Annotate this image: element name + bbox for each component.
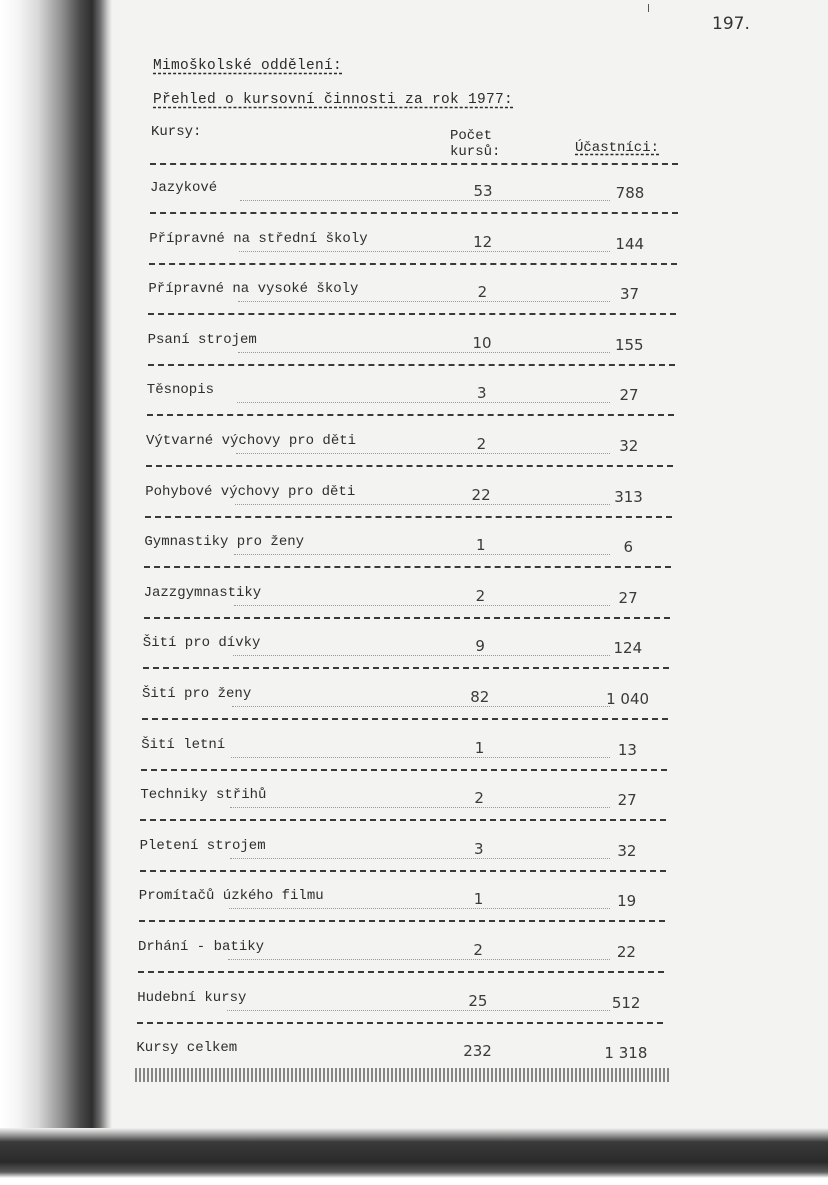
course-name: Těsnopis [146, 382, 215, 399]
course-count: 53 [473, 182, 493, 200]
dashed-row-separator [139, 920, 665, 922]
course-name: Gymnastiky pro ženy [144, 534, 305, 551]
dashed-row-separator [144, 617, 671, 619]
participant-count: 512 [611, 993, 641, 1012]
scan-bottom-edge [0, 1128, 828, 1185]
participant-count: 1 040 [606, 690, 650, 708]
course-name: Kursy celkem [136, 1040, 238, 1057]
dashed-row-separator [140, 819, 666, 821]
course-name: Jazzgymnastiky [143, 584, 262, 601]
course-count: 3 [476, 384, 487, 403]
dashed-row-separator [138, 971, 664, 973]
course-name: Šití letní [141, 736, 226, 753]
course-name: Šití pro dívky [142, 635, 261, 652]
scan-mark [648, 4, 649, 12]
participant-count: 313 [614, 487, 643, 506]
course-name: Pletení strojem [139, 837, 266, 854]
participant-count: 788 [615, 184, 645, 202]
course-count: 232 [463, 1042, 492, 1061]
participant-count: 22 [616, 943, 636, 961]
participant-count: 27 [619, 386, 639, 405]
leader-dots [239, 251, 610, 252]
dashed-row-separator [147, 414, 674, 416]
participant-count: 19 [617, 892, 637, 911]
dashed-row-separator [144, 566, 671, 568]
participant-count: 27 [617, 791, 637, 810]
course-name: Pohybové výchovy pro děti [145, 483, 356, 500]
course-count: 9 [475, 637, 485, 656]
bottom-typed-line [135, 1068, 670, 1082]
leader-dots [230, 858, 610, 859]
book-spine-shadow [0, 0, 112, 1185]
leader-dots [231, 757, 610, 758]
course-count: 2 [474, 789, 484, 808]
dashed-row-separator [141, 769, 667, 771]
course-count: 12 [473, 232, 493, 251]
leader-dots [238, 352, 610, 353]
course-name: Hudební kursy [137, 989, 247, 1006]
course-name: Drhání - batiky [138, 939, 265, 955]
dashed-row-separator [140, 870, 666, 872]
participant-count: 155 [614, 335, 644, 354]
course-name: Jazykové [150, 180, 218, 196]
participant-count: 37 [619, 285, 640, 304]
dashed-row-separator [143, 667, 670, 669]
leader-dots [232, 706, 610, 707]
leader-dots [230, 807, 610, 808]
course-name: Techniky střihů [140, 787, 267, 804]
dashed-row-separator [145, 516, 672, 518]
leader-dots [234, 605, 610, 606]
column-header-participants: Účastníci: [575, 140, 660, 156]
course-name: Přípravné na vysoké školy [148, 281, 359, 298]
dashed-row-separator [137, 1022, 662, 1024]
column-header-count: Počet kursů: [450, 128, 501, 160]
leader-dots [227, 1010, 610, 1011]
leader-dots [235, 504, 610, 505]
course-count: 3 [474, 839, 484, 858]
participant-count: 27 [618, 588, 638, 607]
report-title: Přehled o kursovní činnosti za rok 1977: [153, 92, 514, 108]
course-count: 82 [470, 688, 490, 706]
leader-dots [237, 402, 610, 403]
course-count: 2 [473, 941, 483, 959]
participant-count: 32 [619, 437, 639, 455]
page-number: 197. [712, 14, 750, 34]
course-name: Přípravné na střední školy [149, 230, 368, 247]
dashed-row-separator [149, 263, 677, 265]
leader-dots [240, 200, 610, 201]
dashed-row-separator [148, 364, 676, 366]
participant-count: 13 [617, 740, 637, 759]
course-name: Promítačů úzkého filmu [138, 888, 324, 905]
participant-count: 124 [613, 639, 643, 658]
course-count: 1 [473, 890, 484, 909]
dashed-row-separator [150, 212, 678, 214]
course-count: 2 [477, 283, 488, 302]
participant-count: 144 [615, 234, 645, 253]
course-name: Psaní strojem [147, 331, 257, 348]
course-count: 1 [475, 536, 486, 555]
leader-dots [233, 655, 610, 656]
leader-dots [229, 908, 610, 909]
dashed-row-separator [148, 313, 676, 315]
course-name: Šití pro ženy [142, 686, 252, 702]
course-count: 2 [476, 435, 487, 453]
dashed-row-separator [150, 163, 678, 165]
participant-count: 6 [623, 538, 634, 557]
participant-count: 32 [617, 841, 637, 860]
dashed-row-separator [142, 718, 668, 720]
dashed-row-separator [146, 465, 673, 467]
course-count: 10 [472, 333, 492, 352]
participant-count: 1 318 [604, 1044, 648, 1063]
leader-dots [238, 301, 610, 302]
course-count: 25 [468, 991, 488, 1010]
department-heading: Mimoškolské oddělení: [153, 58, 343, 74]
course-count: 1 [474, 738, 485, 757]
leader-dots [236, 453, 610, 454]
course-count: 2 [475, 586, 486, 605]
course-name: Výtvarné výchovy pro děti [146, 433, 357, 449]
leader-dots [228, 959, 610, 960]
leader-dots [234, 554, 610, 555]
course-count: 22 [471, 485, 491, 504]
column-header-courses: Kursy: [151, 124, 202, 140]
